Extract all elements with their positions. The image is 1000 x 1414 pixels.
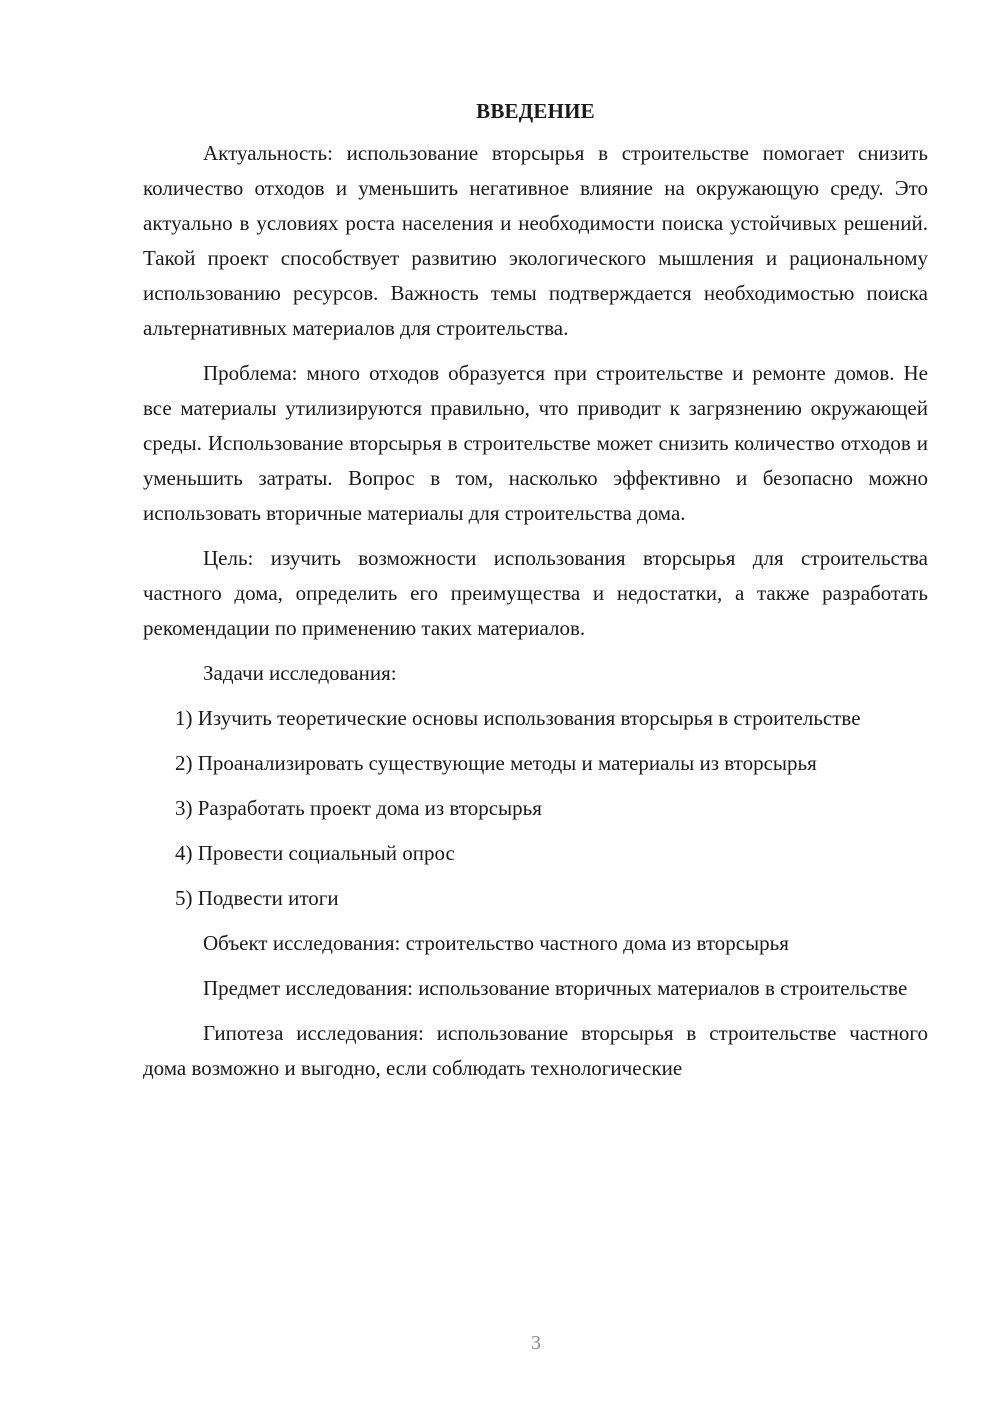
task-item-1: 1) Изучить теоретические основы использования вторсырья в строительстве <box>175 706 861 730</box>
subject-paragraph: Предмет исследования: использование вторичных материалов в строительстве <box>203 976 908 1000</box>
document-page <box>143 96 928 1086</box>
page-number: 3 <box>531 1332 541 1354</box>
goal-paragraph: Цель: изучить возможности использования вторсырья для строительства частного дома, определить его преимущества и недостатки, а также разработать рекомендации по применению таких материалов. <box>143 546 928 640</box>
hypothesis-paragraph: Гипотеза исследования: использование вторсырья в строительстве частного дома возможно и выгодно, если соблюдать технологические <box>143 1021 928 1080</box>
object-paragraph: Объект исследования: строительство частного дома из вторсырья <box>203 931 789 955</box>
relevance-paragraph: Актуальность: использование вторсырья в строительстве помогает снизить количество отходов и уменьшить негативное влияние на окружающую среду. Это актуально в условиях роста населения и необходимости поиска устойчивых решений. Такой проект способствует развитию экологического мышления и рациональному использованию ресурсов. Важность темы подтверждается необходимостью поиска альтернативных материалов для строительства. <box>143 141 928 340</box>
task-item-4: 4) Провести социальный опрос <box>175 841 455 865</box>
task-item-3: 3) Разработать проект дома из вторсырья <box>175 796 542 820</box>
document-title: ВВЕДЕНИЕ <box>476 99 595 123</box>
task-item-2: 2) Проанализировать существующие методы и материалы из вторсырья <box>175 751 817 775</box>
task-item-5: 5) Подвести итоги <box>175 886 339 910</box>
problem-paragraph: Проблема: много отходов образуется при строительстве и ремонте домов. Не все материалы утилизируются правильно, что приводит к загрязнению окружающей среды. Использование вторсырья в строительстве может снизить количество отходов и уменьшить затраты. Вопрос в том, насколько эффективно и безопасно можно использовать вторичные материалы для строительства дома. <box>143 361 928 525</box>
tasks-heading: Задачи исследования: <box>203 661 397 685</box>
